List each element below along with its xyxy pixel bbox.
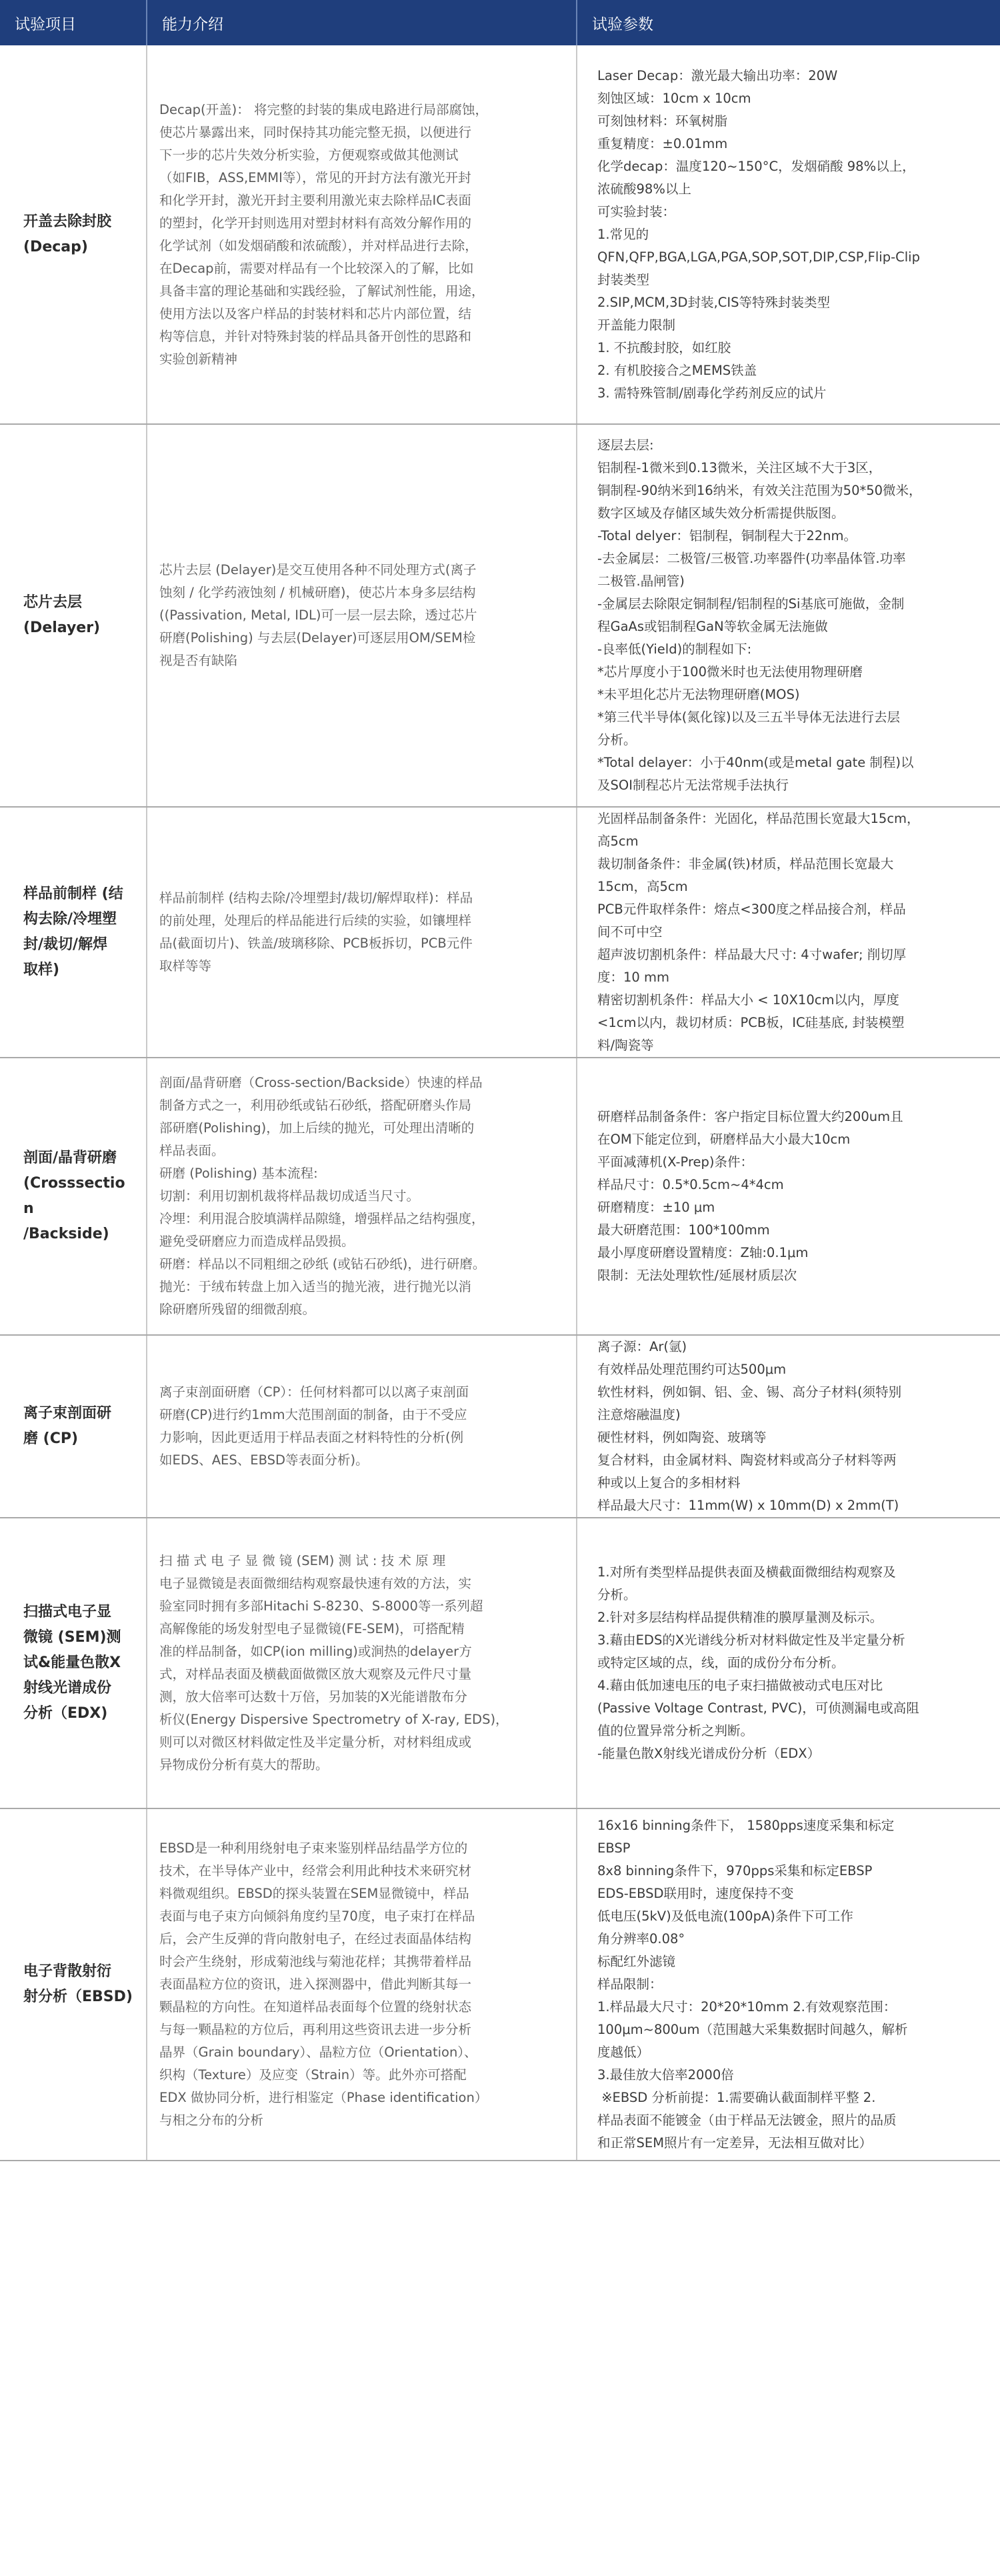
capability-description-line: 力影响，因此更适用于样品表面之材料特性的分析(例 [159, 1430, 464, 1445]
capability-description-line: 研磨 (Polishing) 基本流程: [159, 1166, 318, 1181]
capability-description-line: 析仪(Energy Dispersive Spectrometry of X-ray, EDS)， [159, 1712, 509, 1727]
test-item-name-line: /Backside) [23, 1226, 109, 1242]
capability-description [147, 1518, 577, 1808]
test-parameters-line: 化学decap：温度120~150°C，发烟硝酸 98%以上， [597, 158, 915, 174]
test-item-name [0, 1335, 147, 1518]
test-parameters-line: 裁切制备条件：非金属(铁)材质，样品范围长宽最大 [597, 856, 894, 872]
test-item-name-line: (Crosssection [23, 1175, 125, 1217]
capability-description-line: 异物成份分析有莫大的帮助。 [159, 1757, 329, 1772]
test-parameters-line: 可实验封装： [597, 203, 676, 219]
test-parameters-line: 3. 需特殊管制/剧毒化学药剂反应的试片 [597, 385, 827, 401]
test-parameters-line: -金属层去除限定铜制程/铝制程的Si基底可施做，金制 [597, 596, 905, 611]
capability-description [147, 424, 577, 807]
test-item-name-line: 射分析（EBSD) [23, 1989, 133, 2005]
capability-description-line: 除研磨所残留的细微刮痕。 [159, 1302, 316, 1317]
capability-description-line: （如FIB，ASS,EMMI等），常见的开封方法有激光开封 [159, 169, 471, 185]
table-row [0, 1808, 1000, 2161]
capability-description-line: 织构（Texture）及应变（Strain）等。此外亦可搭配 [159, 2067, 467, 2083]
capability-description-line: 样品前制样 (结构去除/冷埋塑封/裁切/解焊取样)：样品 [159, 890, 473, 906]
test-parameters-line: 重复精度：±0.01mm [597, 135, 728, 151]
capability-description-line: ((Passivation, Metal, IDL)可一层一层去除，透过芯片 [159, 607, 477, 623]
test-item-name-line: 磨 (CP) [23, 1430, 79, 1447]
capability-description [147, 1058, 577, 1335]
table-row [0, 807, 1000, 1058]
test-parameters-line: 样品尺寸：0.5*0.5cm~4*4cm [597, 1177, 784, 1192]
test-parameters-line: 1. 不抗酸封胶，如红胶 [597, 339, 731, 355]
test-parameters-line: 样品表面不能镀金（由于样品无法镀金，照片的品质 [597, 2113, 897, 2128]
test-parameters-line: ※EBSD 分析前提：1.需要确认截面制样平整 2. [597, 2090, 876, 2105]
capability-description-line: 料微观组织。EBSD的探头装置在SEM显微镜中，样品 [159, 1886, 469, 1901]
test-parameters-line: 15cm，高5cm [597, 879, 688, 894]
test-parameters-line: 可刻蚀材料：环氧树脂 [597, 113, 728, 129]
capability-description-line: EDX 做协同分析，进行相鉴定（Phase identification） [159, 2090, 488, 2105]
capability-description-line: 验室同时拥有多部Hitachi S-8230、S-8000等一系列超 [159, 1598, 483, 1614]
capability-description [147, 45, 577, 424]
test-parameters-line: 低电压(5kV)及低电流(100pA)条件下可工作 [597, 1908, 853, 1924]
test-parameters-line: 样品最大尺寸：11mm(W) x 10mm(D) x 2mm(T) [597, 1498, 899, 1513]
capability-description-line: 技术，在半导体产业中，经常会利用此种技术来研究材 [159, 1863, 472, 1878]
test-parameters-line: 1.常见的 [597, 226, 649, 242]
capability-description-line: 取样等等 [159, 958, 212, 974]
test-parameters-line: 种或以上复合的多相材料 [597, 1475, 741, 1490]
test-parameters-line: *第三代半导体(氮化镓)以及三五半导体无法进行去层 [597, 710, 900, 725]
test-item-name-line: 取样) [23, 962, 60, 978]
capability-description-line: 与相之分布的分析 [159, 2113, 264, 2128]
test-parameters-line: 3.最佳放大倍率2000倍 [597, 2067, 734, 2083]
capability-description-line: 表面与电子束方向倾斜角度约呈70度，电子束打在样品 [159, 1908, 475, 1924]
test-parameters-line: 2.针对多层结构样品提供精准的膜厚量测及标示。 [597, 1610, 883, 1625]
header-parameters: 试验参数 [592, 15, 653, 33]
capability-description-line: 视是否有缺陷 [159, 653, 238, 668]
capability-description-line: 式，对样品表面及横截面做微区放大观察及元件尺寸量 [159, 1666, 472, 1682]
header-test-item: 试验项目 [0, 0, 147, 45]
capability-description-line: 芯片去层 (Delayer)是交互使用各种不同处理方式(离子 [159, 562, 477, 577]
test-item-name-line: 微镜 (SEM)测 [23, 1629, 121, 1646]
capability-description-line: 扫 描 式 电 子 显 微 镜 (SEM) 测 试 : 技 术 原 理 [159, 1553, 446, 1568]
capability-description-line: 切割：利用切割机裁将样品裁切成适当尺寸。 [159, 1188, 420, 1204]
test-item-name-line: 构去除/冷埋塑 [23, 911, 117, 928]
test-parameters-line: 最小厚度研磨设置精度：Z轴:0.1μm [597, 1245, 809, 1260]
capability-description-line: Decap(开盖)： 将完整的封装的集成电路进行局部腐蚀， [159, 101, 488, 117]
test-parameters-line: 逐层去层: [597, 437, 654, 453]
capability-description-line: 品(截面切片)、铁盖/玻璃移除、PCB板拆切，PCB元件 [159, 936, 473, 951]
test-parameters-line: 程GaAs或铝制程GaN等软金属无法施做 [597, 619, 828, 634]
test-parameters [577, 1058, 1000, 1335]
test-parameters-line: <1cm以内，裁切材质：PCB板，IC硅基底, 封装模塑 [597, 1015, 905, 1030]
capability-description-line: 晶界（Grain boundary）、晶粒方位（Orientation）、 [159, 2045, 477, 2060]
capability-description-line: 则可以对微区材料做定性及半定量分析，对材料组成或 [159, 1734, 472, 1750]
test-parameters-line: 度越低） [597, 2045, 650, 2060]
test-parameters-line: (Passive Voltage Contrast, PVC)，可侦测漏电或高阻 [597, 1700, 919, 1716]
table-header-row [0, 0, 1000, 45]
capability-description-line: 研磨(Polishing) 与去层(Delayer)可逐层用OM/SEM检 [159, 630, 476, 646]
test-parameters-line: 在OM下能定位到，研磨样品大小最大10cm [597, 1132, 851, 1147]
test-parameters-line: 开盖能力限制 [597, 317, 676, 333]
test-parameters-line: 平面减薄机(X-Prep)条件： [597, 1154, 754, 1170]
test-item-name-line: 分析（EDX) [23, 1705, 108, 1722]
table-body [0, 45, 1000, 2161]
test-item-name [0, 45, 147, 424]
capability-description [147, 1335, 577, 1518]
test-parameters-line: 2. 有机胶接合之MEMS铁盖 [597, 362, 757, 378]
capability-description-line: 使芯片暴露出来，同时保持其功能完整无损，以便进行 [159, 124, 472, 140]
capability-description-line: 离子束剖面研磨（CP）：任何材料都可以以离子束剖面 [159, 1384, 469, 1400]
test-parameters-line: 标配红外滤镜 [597, 1954, 676, 1969]
capability-description-line: EBSD是一种利用绕射电子束来鉴别样品结晶学方位的 [159, 1840, 468, 1856]
capability-description-line: 表面晶粒方位的资讯，进入探测器中，借此判断其每一 [159, 1977, 472, 1992]
test-item-name-line: 芯片去层 [23, 594, 83, 611]
capability-description-line: 冷埋：利用混合胶填满样品隙缝，增强样品之结构强度， [159, 1211, 485, 1226]
test-parameters [577, 424, 1000, 807]
test-parameters-line: 研磨精度：±10 μm [597, 1200, 715, 1215]
test-parameters [577, 1335, 1000, 1518]
test-parameters-line: 二极管.晶闸管) [597, 573, 685, 589]
test-parameters-line: 1.样品最大尺寸：20*20*10mm 2.有效观察范围： [597, 1999, 897, 2015]
capability-description-line: 如EDS、AES、EBSD等表面分析)。 [159, 1452, 369, 1468]
capability-description-line: 化学试剂（如发烟硝酸和浓硫酸），并对样品进行去除， [159, 237, 478, 253]
capability-description-line: 与每一颗晶粒的方位后，再利用这些资讯去进一步分析 [159, 2022, 472, 2037]
test-parameters-line: 样品限制： [597, 1977, 663, 1992]
test-parameters-line: 铝制程-1微米到0.13微米，关注区域不大于3区， [597, 460, 882, 475]
test-parameters-line: 3.藉由EDS的X光谱线分析对材料做定性及半定量分析 [597, 1632, 905, 1648]
test-item-name [0, 1808, 147, 2161]
test-item-name-line: 离子束剖面研 [23, 1405, 112, 1422]
test-parameters-line: 分析。 [597, 1587, 637, 1602]
test-item-name-line: 扫描式电子显 [23, 1604, 112, 1620]
capability-description-line: 剖面/晶背研磨（Cross-section/Backside）快速的样品 [159, 1075, 483, 1090]
test-item-name-line: 电子背散射衍 [23, 1963, 112, 1980]
test-parameters-line: 限制：无法处理软性/延展材质层次 [597, 1268, 797, 1283]
test-parameters-line: *未平坦化芯片无法物理研磨(MOS) [597, 687, 800, 702]
test-parameters-line: 精密切割机条件：样品大小 < 10X10cm以内，厚度 [597, 992, 899, 1008]
test-item-name-line: (Decap) [23, 238, 88, 255]
test-parameters [577, 807, 1000, 1058]
capability-description-line: 构等信息，并针对特殊封装的样品具备开创性的思路和 [159, 328, 472, 344]
capability-description-line: 蚀刻 / 化学药液蚀刻 / 机械研磨)，使芯片本身多层结构 [159, 585, 476, 600]
test-parameters-line: 复合材料，由金属材料、陶瓷材料或高分子材料等两 [597, 1452, 897, 1468]
capability-description-line: 样品表面。 [159, 1143, 225, 1158]
table-row [0, 1335, 1000, 1518]
capability-description-line: 在Decap前，需要对样品有一个比较深入的了解，比如 [159, 260, 474, 276]
capability-description-line: 下一步的芯片失效分析实验，方便观察或做其他测试 [159, 147, 459, 163]
test-parameters-line: 光固样品制备条件：光固化，样品范围长宽最大15cm， [597, 811, 920, 826]
test-item-name-line: 剖面/晶背研磨 [23, 1150, 117, 1166]
test-parameters-line: 2.SIP,MCM,3D封装,CIS等特殊封装类型 [597, 294, 831, 310]
capability-description-line: 准的样品制备，如CP(ion milling)或涧热的delayer方 [159, 1644, 472, 1659]
test-parameters-line: -Total delyer：铝制程，铜制程大于22nm。 [597, 528, 857, 543]
test-parameters-line: 及SOI制程芯片无法常规手法执行 [597, 778, 789, 793]
test-parameters-line: 间不可中空 [597, 924, 663, 940]
capability-description-line: 实验创新精神 [159, 351, 238, 367]
test-parameters-line: 高5cm [597, 834, 639, 849]
test-item-name-line: 开盖去除封胶 [23, 213, 112, 230]
capability-description-line: 避免受研磨应力而造成样品毁损。 [159, 1234, 355, 1249]
test-parameters-line: 数字区域及存储区域失效分析需提供版图。 [597, 505, 845, 521]
test-parameters-line: 软性材料，例如铜、铝、金、锡、高分子材料(须特别 [597, 1384, 902, 1400]
capability-description-line: 电子显微镜是表面微细结构观察最快速有效的方法，实 [159, 1576, 472, 1591]
test-parameters-line: -良率低(Yield)的制程如下: [597, 641, 752, 657]
capability-description-line: 测，放大倍率可达数十万倍，另加装的X光能谱散布分 [159, 1689, 467, 1704]
test-parameters-line: *Total delayer：小于40nm(或是metal gate 制程)以 [597, 755, 914, 770]
table-row [0, 424, 1000, 807]
test-parameters-line: 16x16 binning条件下， 1580pps速度采集和标定 [597, 1818, 895, 1833]
test-parameters-line: 浓硫酸98%以上 [597, 181, 691, 197]
test-parameters-line: 研磨样品制备条件：客户指定目标位置大约200um且 [597, 1109, 903, 1124]
capability-description-line: 抛光：于绒布转盘上加入适当的抛光液，进行抛光以消 [159, 1279, 472, 1294]
capability-description-line: 时会产生绕射，形成菊池线与菊池花样；其携带着样品 [159, 1954, 472, 1969]
test-item-name [0, 807, 147, 1058]
test-parameters-line: 分析。 [597, 732, 637, 748]
test-parameters-line: 封装类型 [597, 271, 650, 287]
test-parameters-line: 有效样品处理范围约可达500μm [597, 1362, 787, 1377]
test-item-name [0, 424, 147, 807]
capability-description-line: 颗晶粒的方向性。在知道样品表面每个位置的绕射状态 [159, 1999, 472, 2015]
test-parameters-line: 8x8 binning条件下，970pps采集和标定EBSP [597, 1863, 873, 1878]
capability-description-line: 使用方法以及客户样品的封装材料和芯片内部位置，结 [159, 305, 472, 321]
test-parameters-line: -能量色散X射线光谱成份分析（EDX） [597, 1746, 821, 1761]
test-item-name-line: 射线光谱成份 [23, 1680, 112, 1696]
capability-description-line: 后，会产生反弹的背向散射电子，在经过表面晶体结构 [159, 1931, 472, 1947]
test-parameters-line: 度：10 mm [597, 970, 670, 985]
capability-description-line: 研磨：样品以不同粗细之砂纸 (或钻石砂纸)，进行研磨。 [159, 1256, 486, 1272]
capability-description-line: 制备方式之一，利用砂纸或钻石砂纸，搭配研磨头作局 [159, 1098, 472, 1113]
test-parameters [577, 1808, 1000, 2161]
test-parameters-line: EDS-EBSD联用时，速度保持不变 [597, 1886, 794, 1901]
capability-description-line: 高解像能的场发射型电子显微镜(FE-SEM)，可搭配精 [159, 1621, 465, 1636]
test-parameters-line: 1.对所有类型样品提供表面及横截面微细结构观察及 [597, 1564, 896, 1580]
test-parameters-line: 超声波切割机条件：样品最大尺寸: 4寸wafer; 削切厚 [597, 947, 907, 962]
test-parameters-line: 100μm~800um（范围越大采集数据时间越久，解析 [597, 2022, 908, 2037]
test-parameters-line: 刻蚀区域：10cm x 10cm [597, 90, 751, 106]
test-parameters-line: 离子源：Ar(氩) [597, 1339, 687, 1354]
test-parameters-line: Laser Decap：激光最大输出功率：20W [597, 67, 838, 83]
test-parameters-line: 角分辨率0.08° [597, 1931, 685, 1947]
test-parameters-line: QFN,QFP,BGA,LGA,PGA,SOP,SOT,DIP,CSP,Flip-Clip [597, 249, 920, 265]
table-row [0, 1058, 1000, 1335]
test-parameters-line: 4.藉由低加速电压的电子束扫描做被动式电压对比 [597, 1678, 883, 1693]
capability-description [147, 1808, 577, 2161]
test-item-name-line: (Delayer) [23, 619, 101, 636]
test-parameters-line: 最大研磨范围：100*100mm [597, 1222, 770, 1238]
test-parameters-line: 或特定区域的点，线，面的成份分布分析。 [597, 1655, 845, 1670]
test-parameters-line: EBSP [597, 1840, 631, 1856]
test-parameters-line: 料/陶瓷等 [597, 1038, 654, 1053]
capability-description [147, 807, 577, 1058]
table-row [0, 45, 1000, 424]
capability-description-line: 具备丰富的理论基础和实践经验，了解试剂性能，用途， [159, 283, 485, 299]
test-parameters-line: 硬性材料，例如陶瓷、玻璃等 [597, 1430, 767, 1445]
capability-description-line: 部研磨(Polishing)，加上后续的抛光，可处理出清晰的 [159, 1120, 475, 1136]
test-item-name-line: 样品前制样 (结 [23, 886, 123, 902]
test-item-name [0, 1058, 147, 1335]
test-item-name [0, 1518, 147, 1808]
test-parameters-line: *芯片厚度小于100微米时也无法使用物理研磨 [597, 664, 863, 680]
test-parameters-line: -去金属层：二极管/三极管.功率器件(功率晶体管.功率 [597, 551, 906, 566]
test-parameters-line: PCB元件取样条件：熔点<300度之样品接合剂，样品 [597, 902, 906, 917]
capability-description-line: 研磨(CP)进行约1mm大范围剖面的制备，由于不受应 [159, 1407, 467, 1422]
header-capability: 能力介绍 [147, 0, 577, 45]
test-parameters [577, 45, 1000, 424]
table-row [0, 1518, 1000, 1808]
test-parameters-line: 注意熔融温度) [597, 1407, 681, 1422]
test-parameters-line: 和正常SEM照片有一定差异，无法相互做对比） [597, 2135, 873, 2151]
test-item-name-line: 试&能量色散X [23, 1654, 121, 1671]
capability-description-line: 的前处理，处理后的样品能进行后续的实验，如镶埋样 [159, 913, 472, 928]
test-parameters-line: 铜制程-90纳米到16纳米，有效关注范围为50*50微米， [597, 483, 922, 498]
test-parameters-line: 值的位置异常分析之判断。 [597, 1723, 754, 1738]
capability-description-line: 的塑封，化学开封则选用对塑封材料有高效分解作用的 [159, 215, 472, 231]
test-parameters [577, 1518, 1000, 1808]
capability-description-line: 和化学开封，激光开封主要利用激光束去除样品IC表面 [159, 192, 471, 208]
test-item-name-line: 封/裁切/解焊 [23, 936, 108, 953]
